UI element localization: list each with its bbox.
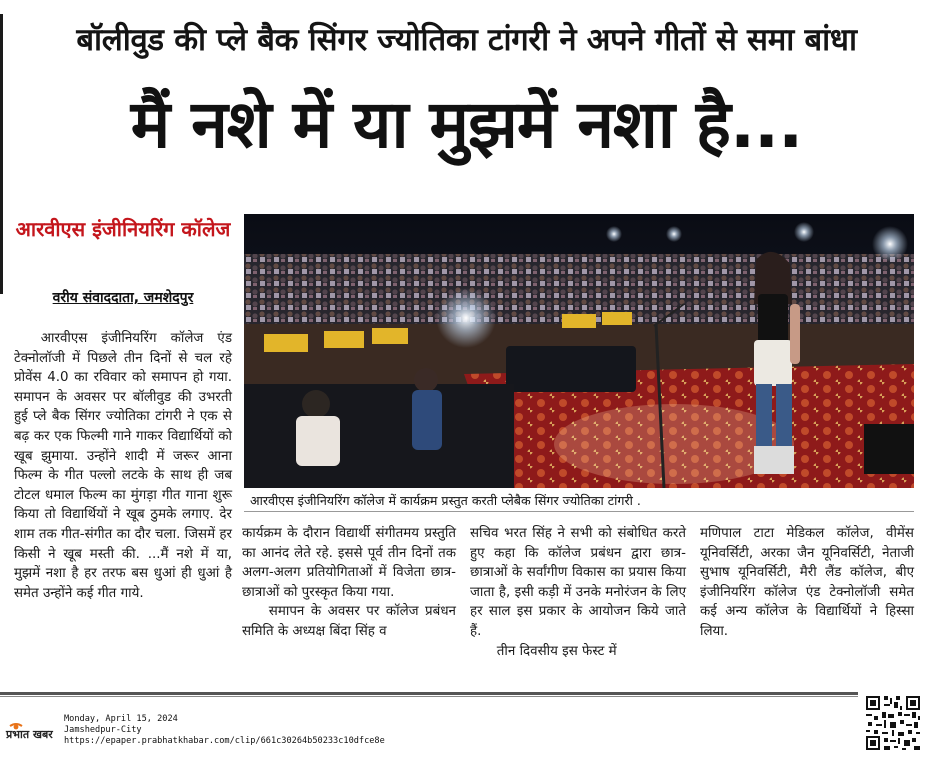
article-kicker: बॉलीवुड की प्ले बैक सिंगर ज्योतिका टांगरी ने अपने गीतों से समा बांधा — [76, 22, 857, 58]
photo-caption: आरवीएस इंजीनियरिंग कॉलेज में कार्यक्रम प्रस्तुत करती प्लेबैक सिंगर ज्योतिका टांगरी . — [244, 490, 914, 512]
footer-edition: Jamshedpur-City — [64, 725, 142, 735]
column-rule — [0, 14, 3, 294]
paragraph: तीन दिवसीय इस फेस्ट में — [496, 643, 617, 659]
paragraph: समापन के अवसर पर कॉलेज प्रबंधन समिति के अध्यक्ष बिंदा सिंह व — [242, 604, 456, 639]
article-column-2 — [242, 524, 456, 642]
paragraph: मणिपाल टाटा मेडिकल कॉलेज, वीमेंस यूनिवर्सिटी, अरका जैन यूनिवर्सिटी, नेताजी सुभाष यूनिवर्सिटी, मैरी लैंड कॉलेज, बीए इंजीनियरिंग कॉलेज एंड टेक्नोलॉजी समेत कई अन्य कॉलेज के विद्यार्थियों ने हिस्सा लिया. — [700, 526, 914, 639]
logo-text: प्रभात खबर — [6, 728, 53, 741]
article-column-4 — [700, 524, 914, 642]
footer-divider — [0, 692, 858, 695]
concert-stage-photo — [244, 214, 914, 488]
footer-url[interactable]: https://epaper.prabhatkhabar.com/clip/661c30264b50233c10dfce8e — [64, 736, 385, 746]
article-column-3 — [470, 524, 686, 661]
article-headline: मैं नशे में या मुझमें नशा है... — [130, 86, 803, 163]
paragraph: आरवीएस इंजीनियरिंग कॉलेज एंड टेक्नोलॉजी में पिछले तीन दिनों से चल रहे प्रोवेंस 4.0 का रविवार को समापन हो गया. समापन के अवसर पर बॉलीवुड की उभरती हुई प्ले बैक सिंगर ज्योतिका टांगरी ने एक से बढ़ कर एक फिल्मी गाने गाकर विद्यार्थियों को खूब झुमाया. उन्होंने शादी में जरूर आना फिल्म के गीत पल्लो लटके के साथ ही जब टोटल धमाल फिल्म का मुंगड़ा गीत गाना शुरू किया तो विद्यार्थियों ने खूब ठुमके लगाए. देर शाम तक गीत-संगीत का दौर चला. जिसमें हर किसी ने खूब मस्ती की. ...मैं नशे में या, मुझमें नशा है हर तरफ बस धुआं ही धुआं है समेत उन्होंने कई गीत गाये. — [14, 331, 232, 601]
qr-code-icon[interactable] — [864, 694, 922, 752]
article-deck: आरवीएस इंजीनियरिंग कॉलेज — [15, 217, 231, 241]
footer-meta — [64, 714, 385, 747]
paragraph: सचिव भरत सिंह ने सभी को संबोधित करते हुए कहा कि कॉलेज प्रबंधन द्वारा छात्र-छात्राओं के सर्वांगीण विकास का प्रयास किया जाता है, इसी कड़ी में उनके मनोरंजन के लिए हर साल इस प्रकार के आयोजन किये जाते हैं. — [470, 526, 686, 639]
article-column-1 — [14, 329, 232, 603]
paragraph: कार्यक्रम के दौरान विद्यार्थी संगीतमय प्रस्तुति का आनंद लेते रहे. इससे पूर्व तीन दिनों तक अलग-अलग प्रतियोगिताओं में विजेता छात्र-छात्राओं को पुरस्कृत किया गया. — [242, 526, 456, 600]
prabhat-khabar-logo[interactable] — [6, 722, 60, 742]
footer-date: Monday, April 15, 2024 — [64, 714, 178, 724]
article-byline: वरीय संवाददाता, जमशेदपुर — [52, 290, 194, 306]
footer-divider — [0, 696, 858, 697]
